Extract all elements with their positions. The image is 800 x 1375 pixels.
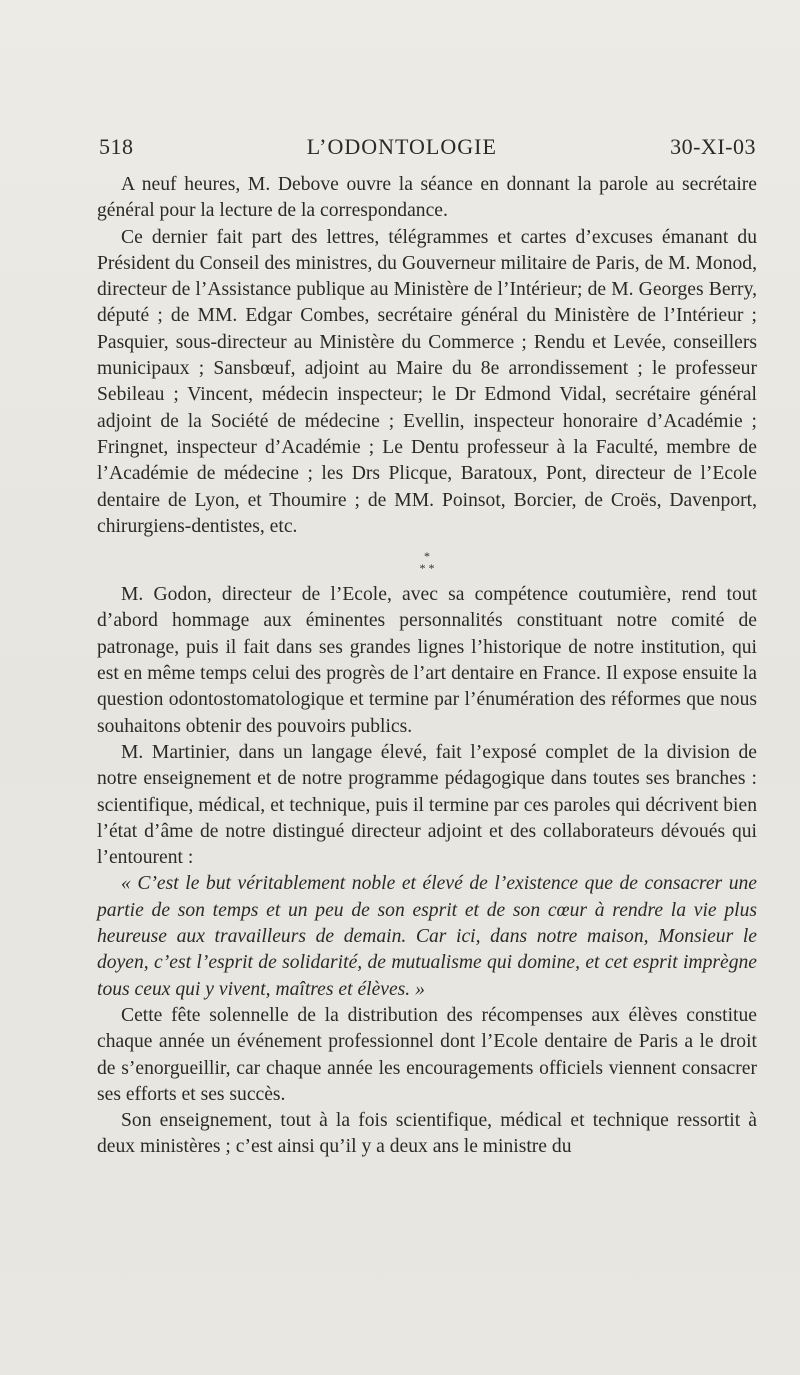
article-body bbox=[97, 172, 757, 1161]
paragraph: M. Martinier, dans un langage élevé, fait l’exposé complet de la division de notre enseignement et de notre programme pédagogique dans toutes ses branches : scientifique, médical, et technique, puis il termine par ces paroles qui décrivent bien l’état d’âme de notre distingué directeur adjoint et des collaborateurs dévoués qui l’entourent : bbox=[97, 741, 757, 869]
paragraph: M. Godon, directeur de l’Ecole, avec sa compétence coutumière, rend tout d’abord hommage aux éminentes personnalités constituant notre comité de patronage, puis il fait dans ses grandes lignes l’historique de notre institution, qui est en même temps celui des progrès de l’art dentaire en France. Il expose ensuite la question odontostomatologique et termine par l’énumération des réformes que nous souhaitons obtenir des pouvoirs publics. bbox=[97, 584, 757, 737]
paragraph: Son enseignement, tout à la fois scientifique, médical et technique ressortit à deux ministères ; c’est ainsi qu’il y a deux ans le ministre du bbox=[97, 1110, 757, 1158]
journal-title: L’ODONTOLOGIE bbox=[306, 134, 497, 159]
issue-date: 30-XI-03 bbox=[670, 134, 756, 159]
paragraph: Ce dernier fait part des lettres, télégrammes et cartes d’excuses émanant du Président du Conseil des ministres, du Gouverneur militaire de Paris, de M. Monod, directeur de l’Assistance publique au Ministère de l’Intérieur; de M. Georges Berry, député ; de MM. Edgar Combes, secrétaire général du Ministère de l’Intérieur ; Pasquier, sous-directeur au Ministère du Commerce ; Rendu et Levée, conseillers municipaux ; Sansbœuf, adjoint au Maire du 8e arrondissement ; le professeur Sebileau ; Vincent, médecin inspecteur; le Dr Edmond Vidal, secrétaire général adjoint de la Société de médecine ; Evellin, inspecteur honoraire d’Académie ; Fringnet, inspecteur d’Académie ; Le Dentu professeur à la Faculté, membre de l’Académie de médecine ; les Drs Plicque, Baratoux, Pont, directeur de l’Ecole dentaire de Lyon, et Thoumire ; de MM. Poinsot, Borcier, de Croës, Davenport, chirurgiens-dentistes, etc. bbox=[97, 226, 757, 537]
paragraph: Cette fête solennelle de la distribution des récompenses aux élèves constitue chaque année un événement professionnel dont l’Ecole dentaire de Paris a le droit de s’enorgueillir, car chaque année les encouragements officiels viennent consacrer ses efforts et ses succès. bbox=[97, 1004, 757, 1105]
quotation: « C’est le but véritablement noble et élevé de l’existence que de consacrer une partie de son temps et un peu de son esprit et de son cœur à rendre la vie plus heureuse aux travailleurs de demain. Car ici, dans notre maison, Monsieur le doyen, c’est l’esprit de solidarité, de mutualisme qui domine, et cet esprit imprègne tous ceux qui y vivent, maîtres et élèves. » bbox=[97, 873, 757, 1000]
separator-stars-bottom: * * bbox=[419, 561, 435, 576]
paragraph: A neuf heures, M. Debove ouvre la séance en donnant la parole au secrétaire général pour la lecture de la correspondance. bbox=[97, 174, 757, 222]
page-header bbox=[99, 134, 756, 166]
separator-star-top: * bbox=[424, 549, 430, 564]
page-number: 518 bbox=[99, 134, 134, 159]
section-separator bbox=[97, 550, 757, 574]
